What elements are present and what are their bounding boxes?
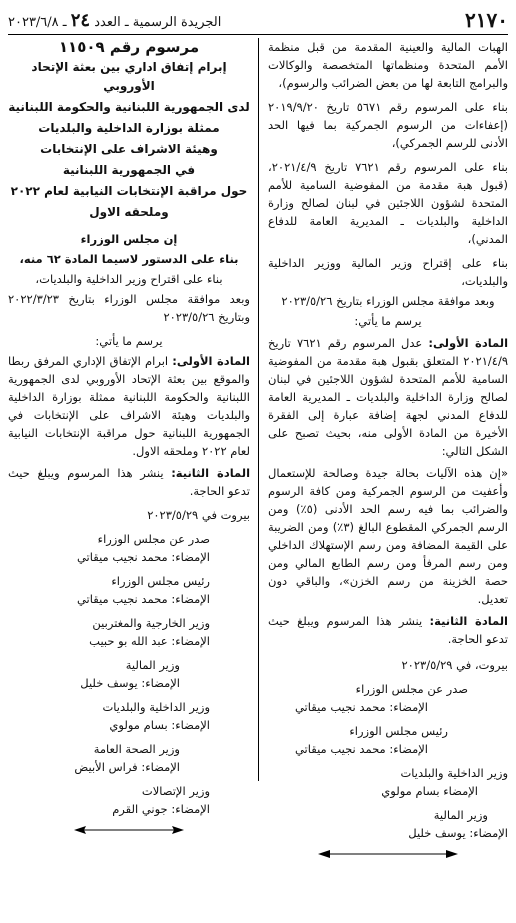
paragraph: يرسم ما يأتي: bbox=[95, 334, 163, 348]
article-text: عدل المرسوم رقم ٧٦٢١ تاريخ ٢٠٢١/٤/٩ المتعلق بقبول هبة مقدمة من المفوضية السامية للأمم المتحدة لشؤون اللاجئين في لبنان لصالح وزارة الداخلية والبلديات ـ المديرية العامة للدفاع المدني لجهة إضافة عبارة إلى الفقرة الأخيرة من المادة الأولى منه، بحيث تصبح على الشكل التالي: bbox=[268, 336, 508, 458]
paragraph: وبعد موافقة مجلس الوزراء بتاريخ ٢٠٢٣/٥/٢٦ bbox=[281, 294, 495, 308]
signature-block bbox=[268, 806, 508, 842]
paragraph: بناء على المرسوم رقم ٥٦٧١ تاريخ ٢٠١٩/٩/٢٠ (إعفاءات من الرسوم الجمركية بما فيها الحد الأدنى للرسم الجمركي)، bbox=[268, 100, 508, 150]
decree-title-line: وهيئة الاشراف على الإنتخابات bbox=[40, 142, 218, 156]
left-column bbox=[8, 38, 250, 836]
signatory-role: وزير الخارجية والمغتربين bbox=[92, 616, 210, 630]
signatory-role: رئيس مجلس الوزراء bbox=[111, 574, 210, 588]
article-2 bbox=[268, 612, 508, 648]
place-date: بيروت في ٢٠٢٣/٥/٢٩ bbox=[147, 508, 250, 522]
signatory-name: الإمضاء: محمد نجيب ميقاتي bbox=[76, 592, 210, 606]
signatory-role: وزير الصحة العامة bbox=[93, 742, 180, 756]
paragraph: الهبات المالية والعينية المقدمة من قبل منظمة الأمم المتحدة ومنظماتها المتخصصة والوكالات والبرامج التابعة لها من بعض الضرائب والرسوم)، bbox=[268, 40, 508, 90]
issue-number: ٢٤ bbox=[70, 9, 91, 31]
article-label: المادة الثانية: bbox=[429, 614, 509, 628]
signatory-role: رئيس مجلس الوزراء bbox=[349, 724, 448, 738]
signature-block bbox=[8, 782, 250, 818]
paragraph: وبعد موافقة مجلس الوزراء بتاريخ ٢٠٢٢/٣/٢٣ وبتاريخ ٢٠٢٣/٥/٢٦ bbox=[8, 292, 250, 324]
article-text: ينشر هذا المرسوم ويبلغ حيث تدعو الحاجة. bbox=[268, 614, 508, 646]
paragraph: بناء على إقتراح وزير المالية ووزير الداخلية والبلديات، bbox=[268, 256, 508, 288]
paragraph: بناء على اقتراح وزير الداخلية والبلديات، bbox=[35, 272, 223, 286]
decree-title-line: حول مراقبة الإنتخابات النيابية لعام ٢٠٢٢ bbox=[10, 184, 248, 198]
issue-date: ـ ٢٠٢٣/٦/٨ bbox=[8, 14, 67, 30]
signature-block bbox=[8, 572, 250, 608]
signature-block bbox=[8, 530, 250, 566]
article-text: ينشر هذا المرسوم ويبلغ حيث تدعو الحاجة. bbox=[8, 466, 250, 498]
gazette-name: الجريدة الرسمية ـ العدد bbox=[94, 14, 222, 30]
article-2 bbox=[8, 464, 250, 500]
signatory-role: وزير الداخلية والبلديات bbox=[400, 766, 508, 780]
paragraph: بناء على المرسوم رقم ٧٦٢١ تاريخ ٢٠٢١/٤/٩، (قبول هبة مقدمة من المفوضية السامية للأمم المتحدة لشؤون اللاجئين في لبنان لصالح وزارة الداخلية والبلديات ـ المديرية العامة للدفاع المدني)، bbox=[268, 160, 508, 246]
signatory-role: صدر عن مجلس الوزراء bbox=[355, 682, 468, 696]
signature-block bbox=[268, 764, 508, 800]
decree-number: مرسوم رقم ١١٥٠٩ bbox=[58, 38, 200, 56]
column-divider bbox=[258, 38, 259, 781]
article-1 bbox=[268, 334, 508, 460]
paragraph: يرسم ما يأتي: bbox=[354, 314, 422, 328]
quoted-text: «إن هذه الآليات بحالة جيدة وصالحة للإستعمال وأعفيت من الرسوم الجمركية ومن كافة الرسوم والضرائب بما فيه رسم الحد الأدنى (٥٪) ومن الرسم الجمركي المقطوع البالغ (٣٪) ومن الضريبة على القيمة المضافة ومن رسم الإستهلاك الداخلي ومن رسم المرفأ ومن رسم الطابع المالي ومن حصة الخزينة من رسم الخزن»، والباقي دون تعديل. bbox=[268, 466, 508, 606]
signatory-name: الإمضاء: جوني القرم bbox=[112, 802, 210, 816]
decree-title-line: ممثلة بوزارة الداخلية والبلديات bbox=[38, 121, 220, 135]
signature-block bbox=[8, 740, 250, 776]
article-label: المادة الثانية: bbox=[171, 466, 251, 480]
signatory-role: صدر عن مجلس الوزراء bbox=[97, 532, 210, 546]
ornament-divider bbox=[74, 824, 184, 836]
header-rule bbox=[8, 34, 508, 35]
signatory-name: الإمضاء: بسام مولوي bbox=[109, 718, 210, 732]
signature-block bbox=[8, 698, 250, 734]
paragraph: إن مجلس الوزراء bbox=[80, 232, 178, 246]
ornament-divider bbox=[318, 848, 458, 860]
paragraph: بناء على الدستور لاسيما المادة ٦٢ منه، bbox=[19, 252, 239, 266]
article-1 bbox=[8, 352, 250, 460]
signatory-name: الإمضاء: محمد نجيب ميقاتي bbox=[294, 700, 428, 714]
place-date: بيروت، في ٢٠٢٣/٥/٢٩ bbox=[401, 658, 508, 672]
signatory-name: الإمضاء بسام مولوي bbox=[381, 784, 478, 798]
signatory-name: الإمضاء: فراس الأبيض bbox=[74, 760, 180, 774]
page-header bbox=[8, 8, 508, 32]
signatory-role: وزير المالية bbox=[125, 658, 180, 672]
signatory-role: وزير المالية bbox=[433, 808, 488, 822]
decree-title-line: لدى الجمهورية اللبنانية والحكومة اللبنانية bbox=[8, 100, 250, 114]
signatory-name: الإمضاء: محمد نجيب ميقاتي bbox=[76, 550, 210, 564]
article-label: المادة الأولى: bbox=[172, 354, 250, 368]
decree-title-line: وملحقه الاول bbox=[89, 205, 169, 219]
article-text: ابرام الإتفاق الإداري المرفق ربطا والموقع بين بعثة الإتحاد الأوروبي لدى الجمهورية اللبنانية والحكومة اللبنانية ممثلة بوزارة الداخلية والبلديات وهيئة الاشراف على الإنتخابات في الجمهورية اللبنانية حول مراقبة الإنتخابات النيابية لعام ٢٠٢٢ وملحقه الاول. bbox=[8, 354, 250, 458]
signatory-name: الإمضاء: محمد نجيب ميقاتي bbox=[294, 742, 428, 756]
signatory-role: وزير الداخلية والبلديات bbox=[102, 700, 210, 714]
signature-block bbox=[8, 614, 250, 650]
page-number: ٢١٧٠ bbox=[465, 8, 508, 32]
signature-block bbox=[268, 722, 508, 758]
right-column bbox=[268, 38, 508, 860]
signature-block bbox=[268, 680, 508, 716]
signatory-role: وزير الإتصالات bbox=[141, 784, 210, 798]
decree-title-line: في الجمهورية اللبنانية bbox=[62, 163, 196, 177]
signatory-name: الإمضاء: يوسف خليل bbox=[408, 826, 508, 840]
article-label: المادة الأولى: bbox=[428, 336, 509, 350]
decree-title-line: إبرام إتفاق اداري بين بعثة الإتحاد الأوروبي bbox=[31, 60, 227, 93]
signatory-name: الإمضاء: عبد الله بو حبيب bbox=[89, 634, 210, 648]
signature-block bbox=[8, 656, 250, 692]
gazette-title bbox=[8, 10, 221, 31]
signatory-name: الإمضاء: يوسف خليل bbox=[80, 676, 180, 690]
